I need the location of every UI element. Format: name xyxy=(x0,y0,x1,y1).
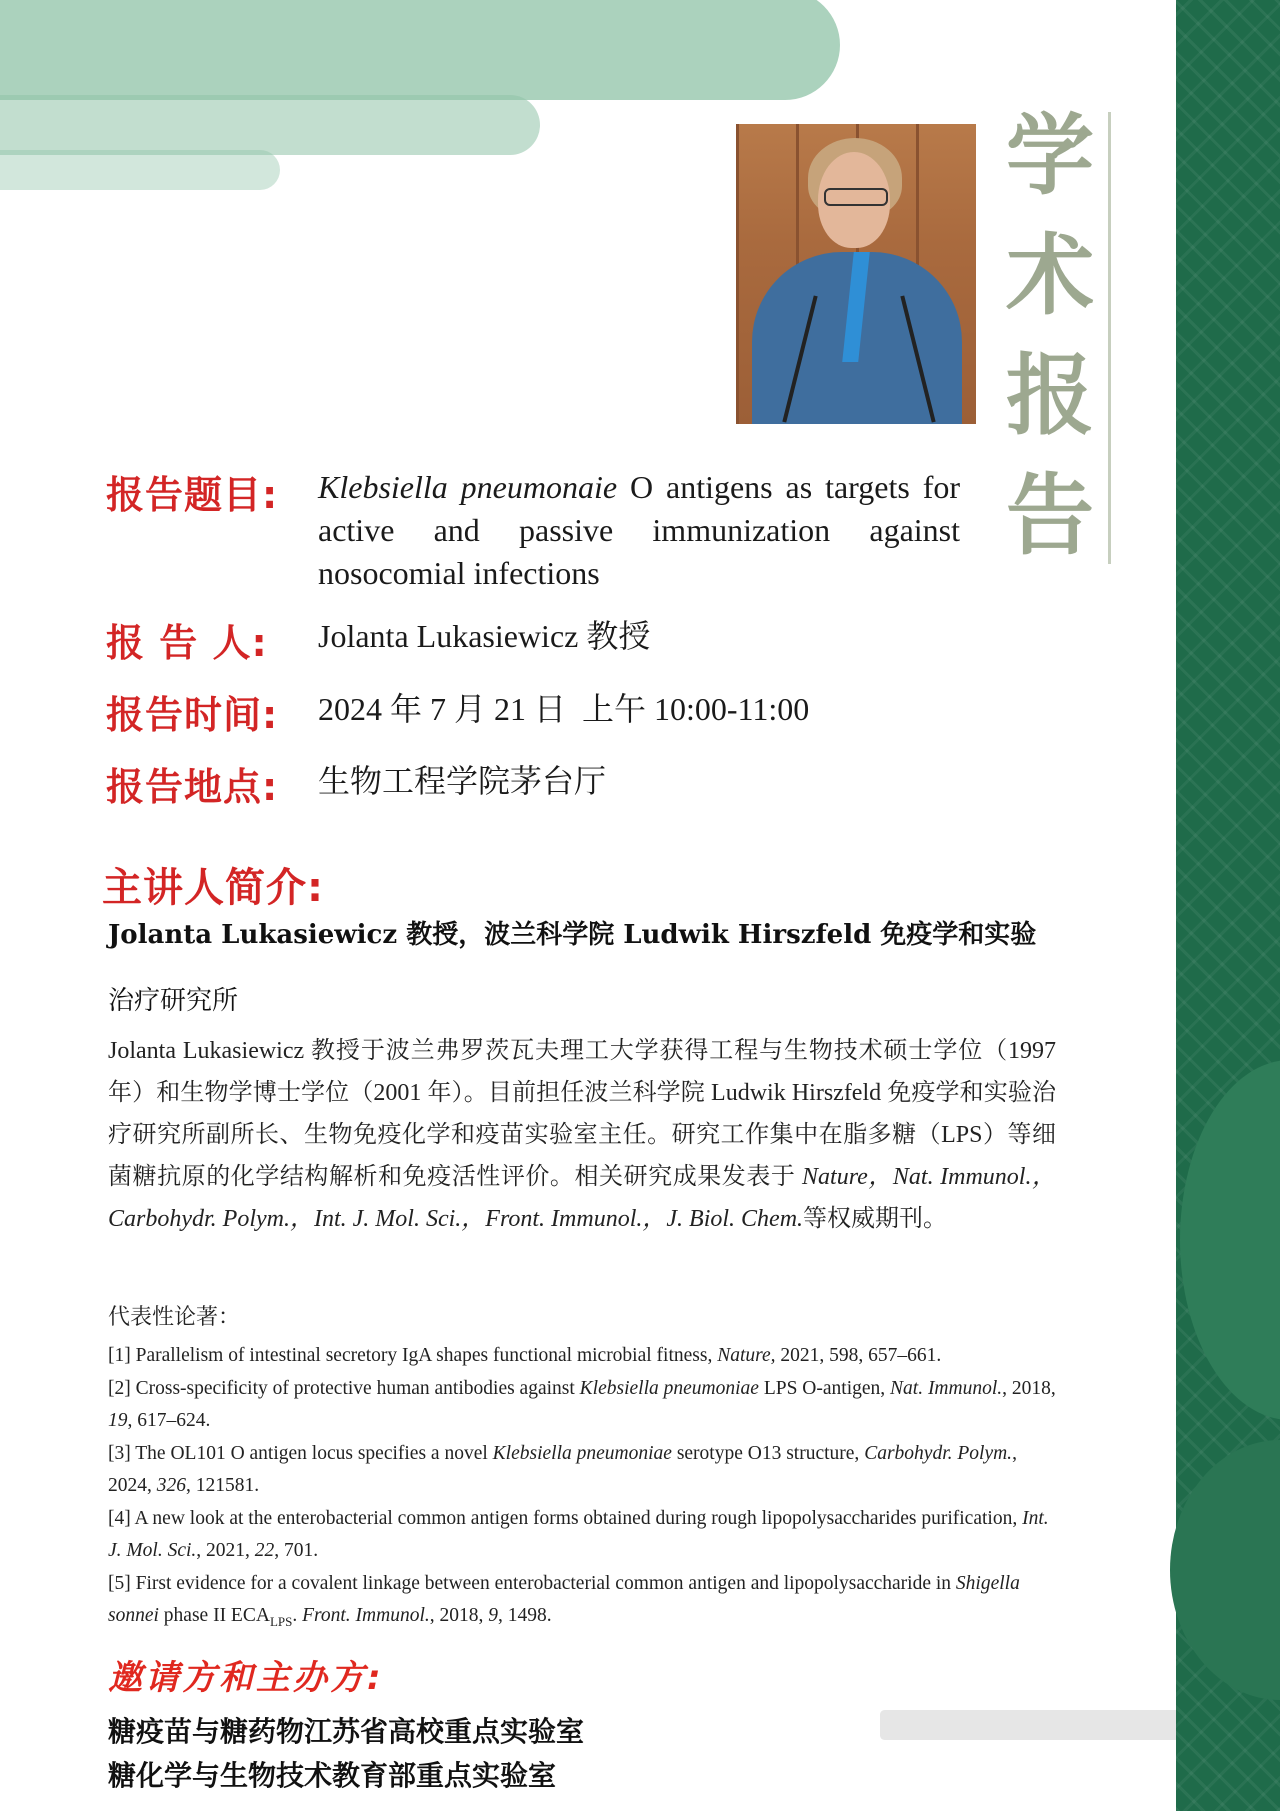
report-title-rest: O antigens as targets for active and passive immunization against nosocomial infections xyxy=(318,469,961,591)
speaker-bio xyxy=(108,1030,1056,1240)
report-title-species: Klebsiella pneumonaie xyxy=(318,469,618,505)
speaker-label: 报 告 人: xyxy=(106,621,268,665)
publication-item: [4] A new look at the enterobacterial common antigen forms obtained during rough lipopolysaccharides purification, Int. J. Mol. Sci., 2021, 22, 701. xyxy=(108,1508,1049,1561)
host-line-1: 糖疫苗与糖药物江苏省高校重点实验室 xyxy=(108,1715,585,1748)
speaker-value: Jolanta Lukasiewicz 教授 xyxy=(318,618,651,654)
place-label: 报告地点: xyxy=(106,765,279,809)
bio-end: 等权威期刊。 xyxy=(803,1206,948,1232)
publications-heading: 代表性论著： xyxy=(108,1305,241,1330)
publication-item: [5] First evidence for a covalent linkage between enterobacterial common antigen and lipopolysaccharide in Shigella sonnei phase II $ECA_{LPS}$. Front. Immunol., 2018, 9, 1498. xyxy=(108,1573,1020,1629)
vertical-title-char: 术 xyxy=(1005,224,1094,327)
publication-item: [3] The OL101 O antigen locus specifies a novel Klebsiella pneumoniae serotype O13 structure, Carbohydr. Polym., 2024, 326, 121581. xyxy=(108,1443,1017,1496)
brush-stroke-lower xyxy=(0,150,280,190)
publication-item: [1] Parallelism of intestinal secretory IgA shapes functional microbial fitness, Nature, 2021, 598, 657–661. xyxy=(108,1345,942,1366)
vertical-title-char: 学 xyxy=(1005,104,1094,207)
brush-stroke-bottom xyxy=(880,1710,1190,1740)
time-value: 2024 年 7 月 21 日 上午 10:00-11:00 xyxy=(318,691,810,727)
time-label: 报告时间: xyxy=(106,693,279,737)
bio-journals: Nature，Nat. Immunol.，Carbohydr. Polym.，Int. J. Mol. Sci.，Front. Immunol.，J. Biol. Chem. xyxy=(108,1164,1057,1232)
host-line-2: 糖化学与生物技术教育部重点实验室 xyxy=(108,1759,557,1792)
publications-list xyxy=(108,1340,1058,1639)
vertical-title xyxy=(990,96,1110,566)
brush-stroke-middle xyxy=(0,95,540,155)
publication-item: [2] Cross-specificity of protective human antibodies against Klebsiella pneumoniae LPS O-antigen, Nat. Immunol., 2018, 19, 617–624. xyxy=(108,1378,1056,1431)
speaker-photo xyxy=(736,124,976,424)
vertical-title-char: 告 xyxy=(1005,464,1094,567)
vertical-title-char: 报 xyxy=(1005,344,1094,447)
speaker-intro-heading: 主讲人简介: xyxy=(102,865,324,911)
bio-text: Jolanta Lukasiewicz 教授于波兰弗罗茨瓦夫理工大学获得工程与生物技术硕士学位（1997 年）和生物学博士学位（2001 年）。目前担任波兰科学院 Ludwik Hirszfeld 免疫学和实验治疗研究所副所长、生物免疫化学和疫苗实验室主任。研究工作集中在脂多糖（LPS）等细菌糖抗原的化学结构解析和免疫活性评价。相关研究成果发表于 xyxy=(108,1038,1056,1190)
place-value: 生物工程学院茅台厅 xyxy=(318,763,607,799)
brush-stroke-top xyxy=(0,0,840,100)
report-title-label: 报告题目: xyxy=(106,473,279,517)
speaker-affiliation-line1: Jolanta Lukasiewicz 教授，波兰科学院 Ludwik Hirszfeld 免疫学和实验 xyxy=(108,920,1037,950)
hosts-heading: 邀请方和主办方: xyxy=(108,1658,384,1698)
report-title xyxy=(318,466,960,595)
speaker-affiliation-line2: 治疗研究所 xyxy=(108,986,239,1016)
